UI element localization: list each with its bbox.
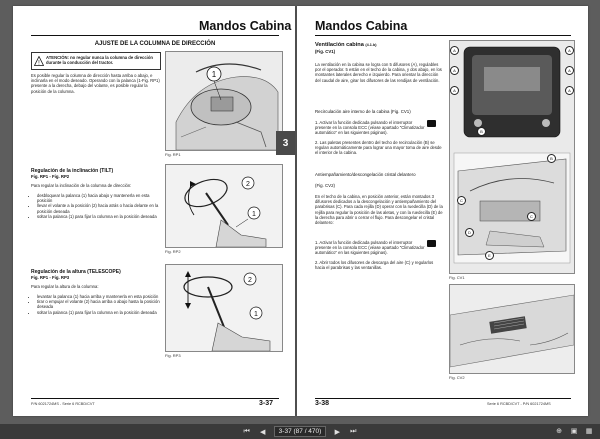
height-steps: [31, 294, 165, 315]
svg-text:!: !: [38, 60, 40, 66]
warning-text: no regular nunca la columna de dirección durante la conducción del tractor.: [46, 55, 153, 66]
right-page-header: Mandos Cabina: [315, 19, 408, 33]
defrost-title: Antiempañamiento/descongelación cristal delantero: [315, 172, 416, 177]
tilt-step: • soltar la palanca (1) para fijar la columna en la posición deseada: [37, 214, 165, 219]
warning-content: [46, 55, 158, 65]
height-step: • soltar la palanca (1) para fijar la columna en la posición deseada: [37, 310, 165, 315]
height-ref: Fig. RP1 - Fig. RP3: [31, 275, 70, 280]
svg-text:1: 1: [252, 211, 256, 218]
chapter-tab: 3: [276, 131, 295, 155]
left-page: [13, 6, 295, 416]
figure-cv2: [449, 284, 575, 374]
tilt-step: • desbloquear la palanca (1) hacia abajo y mantenerla en esta posición: [37, 193, 165, 203]
section-title: AJUSTE DE LA COLUMNA DE DIRECCIÓN: [94, 41, 216, 47]
footer-rule: [315, 398, 571, 399]
defrost-ref: (Fig. CV2): [315, 183, 336, 188]
warning-label: ATENCIÓN:: [46, 55, 69, 60]
callout-c: C: [527, 212, 536, 221]
vent-title-suffix: (4.1.b): [365, 43, 377, 47]
last-page-icon[interactable]: ⏭: [350, 427, 357, 435]
callout-b: B: [547, 154, 556, 163]
steering-column-illustration: [166, 52, 282, 150]
grid-view-icon[interactable]: ▦: [585, 428, 593, 435]
callout-b: B: [477, 127, 486, 136]
left-footer: P/N 6021724MS - Serie 6 RCBD/CVT: [31, 402, 95, 406]
height-step: • levantar la palanca (1) hacia arriba y mantenerla en esta posición: [37, 294, 165, 299]
fig-rp2-caption: Fig. RP2: [165, 249, 181, 254]
callout-e: E: [485, 251, 494, 260]
zoom-in-icon[interactable]: ⊕: [556, 428, 562, 435]
header-rule: [31, 35, 279, 36]
defrost-step: 1. Activar la función dedicada pulsando el interruptor presente en la consola ECC (véase apartado "Climatizador automático" en las siguientes páginas).: [315, 240, 425, 256]
fit-page-icon[interactable]: ▣: [570, 428, 578, 435]
right-page: [297, 6, 588, 416]
recirc-switch-icon: [427, 120, 436, 127]
svg-text:1: 1: [211, 70, 217, 79]
fig-cv2-caption: Fig. CV2: [449, 375, 465, 380]
height-title: Regulación de la altura (TELESCOPE): [31, 269, 121, 275]
vent-title-line: [315, 42, 377, 48]
page-indicator[interactable]: 3-37 (87 / 470): [274, 426, 327, 437]
figure-cv1: [449, 40, 575, 274]
callout-a: A: [565, 86, 574, 95]
callout-a: A: [565, 66, 574, 75]
recirc-ref: (Fig. CV1): [390, 109, 411, 114]
callout-a: A: [450, 66, 459, 75]
svg-text:1: 1: [254, 311, 258, 318]
figure-rp3: [165, 264, 283, 352]
tilt-intro: Para regular la inclinación de la columna de dirección:: [31, 183, 132, 188]
defrost-text: En el techo de la cabina, en posición anterior, están montados 3 difusores dedicados a la descongelación y antiempañamiento del parabrisas (C). Para cada rejilla (D) operar con la ruedecilla (D) de la rejilla para regular la posición de las aletas, y con la ruedecilla (E) de la derecha para abrir o cerrar el flujo. Para descongelar el cristal delantero:: [315, 194, 443, 226]
fig-rp1-caption: Fig. RP1: [165, 152, 181, 157]
callout-a: A: [450, 46, 459, 55]
first-page-icon[interactable]: ⏮: [243, 427, 250, 435]
vent-ref: (Fig. CV1): [315, 49, 336, 54]
defrost-switch-icon: [427, 240, 436, 247]
fig-cv1-caption: Fig. CV1: [449, 275, 465, 280]
defrost-vents-illustration: [450, 285, 574, 373]
callout-c: C: [457, 196, 466, 205]
recirc-step: 1. Activar la función dedicada pulsando el interruptor presente en la consola ECC (véase apartado "Climatizador automático" en las siguientes páginas).: [315, 120, 425, 136]
height-step: • tirar o empujar el volante (2) hacia arriba o abajo hasta la posición deseada: [37, 299, 165, 309]
header-rule: [315, 35, 571, 36]
toolbar-right-controls: [554, 426, 594, 436]
figure-rp1: [165, 51, 283, 151]
right-page-number: 3-38: [315, 400, 330, 407]
recirc-step: 2. Las paletas presentes dentro del techo de recirculación (B) se regulan automáticamente para lograr una mayor toma de aire desde el interior de la cabina.: [315, 140, 442, 156]
warning-box: [31, 52, 161, 70]
intro-text: Es posible regular la columna de dirección hasta arriba o abajo, e inclinarla en el modo deseado. Operando con la palanca (1-Fig. RP1) presente a la derecha, debajo del volante, es posible regular la posición de la columna.: [31, 73, 160, 94]
tilt-steps: [31, 193, 165, 219]
defrost-step: 2. Abrir todos los difusores de descarga del aire (C) y regularlos hacia el parabrisas y las ventanillas.: [315, 260, 434, 271]
svg-text:2: 2: [246, 181, 250, 188]
previous-page-icon[interactable]: ◀: [259, 428, 266, 436]
callout-d: D: [465, 228, 474, 237]
height-intro: Para regular la altura de la columna:: [31, 284, 99, 289]
tilt-step: • llevar el volante a la posición (2) hacia atrás o hacia delante en la posición deseada: [37, 203, 165, 213]
telescope-illustration: [166, 265, 282, 351]
callout-a: A: [565, 46, 574, 55]
vent-text: La ventilación en la cabina se logra con 5 difusores (A), regulables por el operador. 5 están en el techo de la cabina, y dos abajo, en los montantes laterales derecho e izquierdo. Para orientar la dirección del caudal de aire, girar los difusores de las rendijas de ventilación.: [315, 62, 442, 83]
vent-title: Ventilación cabina: [315, 42, 364, 48]
figure-rp2: [165, 164, 283, 248]
tilt-title: Regulación de la inclinación (TILT): [31, 168, 114, 174]
recirc-title: Recirculación aire interno de la cabina: [315, 109, 390, 114]
left-page-header: Mandos Cabina: [199, 19, 292, 33]
left-page-number: 3-37: [259, 400, 274, 407]
fig-rp3-caption: Fig. RP3: [165, 353, 181, 358]
svg-text:2: 2: [248, 277, 252, 284]
tilt-illustration: [166, 165, 282, 247]
viewer-toolbar: [0, 424, 600, 439]
next-page-icon[interactable]: ▶: [334, 428, 340, 436]
warning-triangle-icon: [34, 56, 44, 66]
callout-a: A: [450, 86, 459, 95]
right-footer: Serie 6 RCBD/CVT - P/N 6021724MS: [487, 402, 551, 406]
recirc-heading: [315, 109, 443, 114]
tilt-ref: Fig. RP1 - Fig. RP2: [31, 174, 70, 179]
footer-rule: [31, 398, 279, 399]
